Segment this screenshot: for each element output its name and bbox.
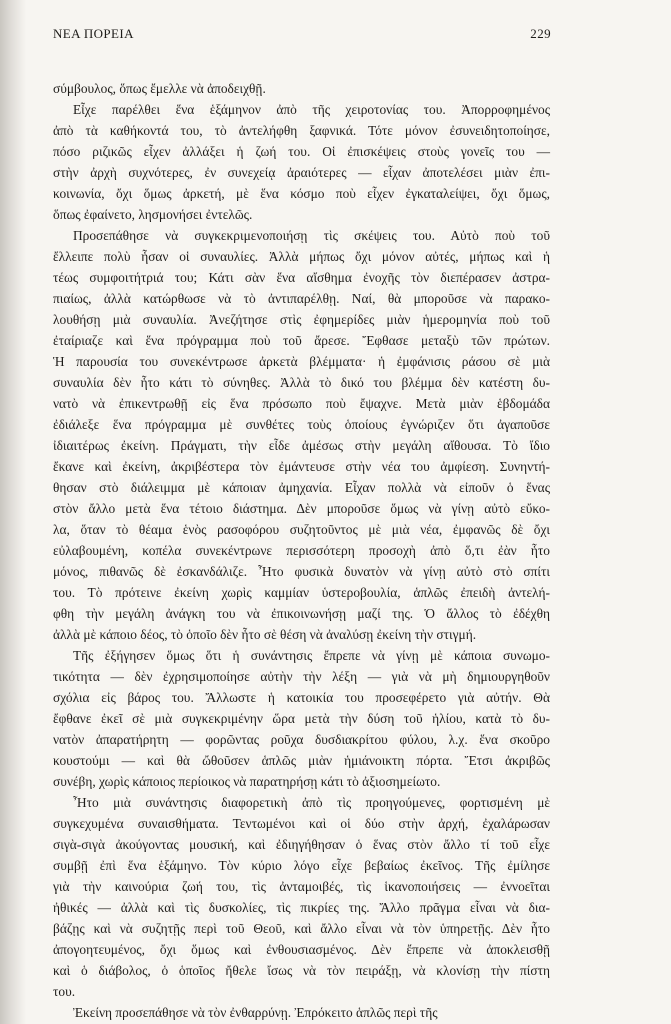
text-line: στὴν ἀρχὴ συχνότερες, ἐν συνεχείᾳ ἀραιότερες — εἶχαν ἀποτελέσει μιὰν ἐπι- [53,165,550,180]
text-line: Εἶχε παρέλθει ἕνα ἑξάμηνον ἀπὸ τῆς χειροτονίας του. Ἀπορροφημένος [73,102,550,117]
text-line: Τῆς ἐξήγησεν ὅμως ὅτι ἡ συνάντησις ἔπρεπε νὰ γίνῃ μὲ κάποια συνωμο- [73,648,550,663]
text-line: συμβῇ ἐπὶ ἕνα ἑξάμηνο. Τὸν κύριο λόγο εἶχε βεβαίως ἐκεῖνος. Τῆς ἐμίλησε [53,858,550,873]
text-line: συγκεχυμένα συναισθήματα. Τεντωμένοι καὶ οἱ δύο στὴν ἀρχή, ἐχαλάρωσαν [53,816,550,831]
text-line: ἀπογοητευμένος, ὄχι ὅμως καὶ ἐνθουσιασμένος. Δὲν ἔπρεπε νὰ ἀποκλεισθῇ [53,942,550,957]
text-line: λα, ὅταν τὸ θέαμα ἑνὸς ρασοφόρου συζητοῦντος μὲ μιὰ νέα, ἐμφανῶς δὲ ὄχι [53,522,550,537]
text-line: εὐλαβουμένη, κοπέλα συνεκέντρωνε περισσότερη προσοχὴ ἀπὸ ὅ,τι ἐὰν ἦτο [53,543,550,558]
text-line: καὶ ὁ διάβολος, ὁ ὁποῖος ἤθελε ἴσως νὰ τὸν πειράξῃ, νὰ κλονίσῃ τὴν πίστη [53,963,550,978]
text-line: σύμβουλος, ὅπως ἔμελλε νὰ ἀποδειχθῇ. [53,81,266,96]
text-line: πιαίως, ἀλλὰ κατώρθωσε νὰ τὸ ἀντιπαρέλθῃ. Ναί, θὰ μποροῦσε νὰ παρακο- [53,291,550,306]
text-line: σιγὰ-σιγὰ ἀκούγοντας μουσική, καὶ ἐδιηγήθησαν ὁ ἕνας στὸν ἄλλο τί τοῦ εἶχε [53,837,550,852]
running-title: ΝΕΑ ΠΟΡΕΙΑ [53,26,134,41]
page-gutter-shadow [0,0,26,1024]
text-line: του. Τὸ πρότεινε ἐκείνη χωρὶς καμμίαν ὑστεροβουλία, ἁπλῶς ἐπειδὴ ἀντελή- [53,585,550,600]
text-line: Ἐκείνη προσεπάθησε νὰ τὸν ἐνθαρρύνῃ. Ἐπρόκειτο ἁπλῶς περὶ τῆς [73,1005,438,1020]
text-line: θησαν στὸ διάλειμμα μὲ κάποιαν ἀμηχανία. Εἶχαν πολλὰ νὰ εἰποῦν ὁ ἕνας [53,480,550,495]
paragraph [53,78,550,99]
text-line: ἔφθανε ἐκεῖ σὲ μιὰ συγκεκριμένην ὥρα μετὰ τὴν δύση τοῦ ἡλίου, κατὰ τὸ δυ- [53,711,550,726]
text-line: τέως συμφοιτήτριά του; Κάτι σὰν ἕνα αἴσθημα ἐνοχῆς τὸν διεπέρασεν ἀστρα- [53,270,550,285]
paragraph [53,645,550,792]
text-line: Ἡ παρουσία του συνεκέντρωσε ἀρκετὰ βλέμματα· ἡ ἐμφάνισις ράσου σὲ μιὰ [53,354,550,369]
text-line: στὸν ἄλλο μετὰ ἕνα τέτοιο διάστημα. Δὲν μποροῦσε ὅμως νὰ γίνῃ αὐτὸ εὔκο- [53,501,550,516]
text-line: κουστούμι — καὶ θὰ ὤθοῦσεν ἁπλῶς μιὰν ἡμιάνοικτη πόρτα. Ἔτσι ἀκριβῶς [53,753,550,768]
text-line: νατὸν ἀπαρατήρητη — φορῶντας ροῦχα δυσδιακρίτου φύλου, λ.χ. ἕνα σκοῦρο [53,732,550,747]
text-line: ἀπὸ τὰ καθήκοντά του, τὸ ἀντελήφθη ξαφνικά. Τότε μόνον ἐσυνειδητοποίησε, [53,123,550,138]
text-line: μόνος, πιθανῶς δὲ ἐσκανδάλιζε. Ἦτο φυσικὰ δυνατὸν νὰ γίνῃ αὐτὸ στὸ σπίτι [53,564,550,579]
text-line: κοινωνία, ὄχι ὅμως ἀρκετή, μὲ ἕνα κόσμο ποὺ εἶχεν ἐγκαταλείψει, ὄχι ὅμως, [53,186,550,201]
text-line: Προσεπάθησε νὰ συγκεκριμενοποιήσῃ τὶς σκέψεις του. Αὐτὸ ποὺ τοῦ [73,228,550,243]
text-line: λουθήσῃ μιὰ συναυλία. Ἀνεζήτησε στὶς ἐφημερίδες μιὰν ἡμερομηνία ποὺ τοῦ [53,312,550,327]
paragraph [53,1002,550,1023]
running-header [53,26,551,42]
paragraph [53,99,550,225]
text-line: φθη τὴν μεγάλη ἀνάγκη του νὰ ἐπικοινωνήσῃ μαζί της. Ὁ ἄλλος τὸ ἐδέχθη [53,606,550,621]
text-line: ἔκανε καὶ ἐκείνη, ἀκριβέστερα τὸν ἐμάντευσε στὴν νέα του ἀμφίεση. Συνηντή- [53,459,550,474]
text-line: συνέβη, χωρὶς κάποιος περίοικος νὰ παρατηρήσῃ κάτι τὸ ἀξιοσημείωτο. [53,774,441,789]
text-line: ἰδιαιτέρως ἐκείνη. Πράγματι, τὴν εἶδε ἀμέσως στὴν μεγάλη αἴθουσα. Τὸ ἴδιο [53,438,550,453]
paragraph [53,792,550,1002]
text-line: του. [53,984,76,999]
text-line: σχόλια εἰς βάρος του. Ἄλλωστε ἡ κατοικία του προσεφέρετο γιὰ αὐτήν. Θὰ [53,690,550,705]
text-line: ἀλλὰ μὲ κάποιο δέος, τὸ ὁποῖο δὲν ἦτο σὲ θέση νὰ ἀναλύσῃ ἐκείνη τὴν στιγμή. [53,627,477,642]
text-line: ἠθικές — ἀλλὰ καὶ τὶς δυσκολίες, τὶς πικρίες της. Ἄλλο πρᾶγμα εἶναι νὰ δια- [53,900,550,915]
text-line: ἐταίριαζε καὶ ἕνα πρόγραμμα ποὺ τοῦ ἄρεσε. Ἔφθασε μεταξὺ τῶν πρώτων. [53,333,550,348]
text-line: πόσο ριζικῶς εἶχεν ἀλλάξει ἡ ζωή του. Οἱ ἐπισκέψεις στοὺς γονεῖς του — [53,144,550,159]
body-text [53,78,550,1023]
text-line: συναυλία δὲν ἦτο κάτι τὸ σύνηθες. Ἀλλὰ τὸ δικό του βλέμμα δὲν κατέστη δυ- [53,375,550,390]
text-line: νατὸ νὰ ἐπικεντρωθῇ εἰς ἕνα πρόσωπο ποὺ ἔψαχνε. Μετὰ μιὰν ἑβδομάδα [53,396,550,411]
paragraph [53,225,550,645]
text-line: ἐδιάλεξε ἕνα πρόγραμμα μὲ συνθέτες τοὺς ὁποίους ἐγνώριζεν ὅτι ἀγαποῦσε [53,417,550,432]
page-number: 229 [530,26,551,41]
text-line: ἔλλειπε πολὺ ἦσαν οἱ συναυλίες. Ἀλλὰ μήπως ὄχι μόνον αὐτές, μήπως καὶ ἡ [53,249,550,264]
text-line: ὅπως ἐφαίνετο, λησμονήσει ἐντελῶς. [53,207,253,222]
text-line: Ἦτο μιὰ συνάντησις διαφορετικὴ ἀπὸ τὶς προηγούμενες, φορτισμένη μὲ [73,795,550,810]
text-line: βάζῃς καὶ νὰ συζητῇς περὶ τοῦ Θεοῦ, καὶ ἄλλο εἶναι νὰ τὸν ὑπηρετῇς. Δὲν ἦτο [53,921,550,936]
text-line: γιὰ τὴν καινούρια ζωή του, τὶς ἀνταμοιβές, τὶς ἱκανοποιήσεις — ἐννοεῖται [53,879,550,894]
text-line: τικότητα — δὲν ἐχρησιμοποίησε αὐτὴν τὴν λέξη — γιὰ νὰ μὴ δημιουργηθοῦν [53,669,550,684]
